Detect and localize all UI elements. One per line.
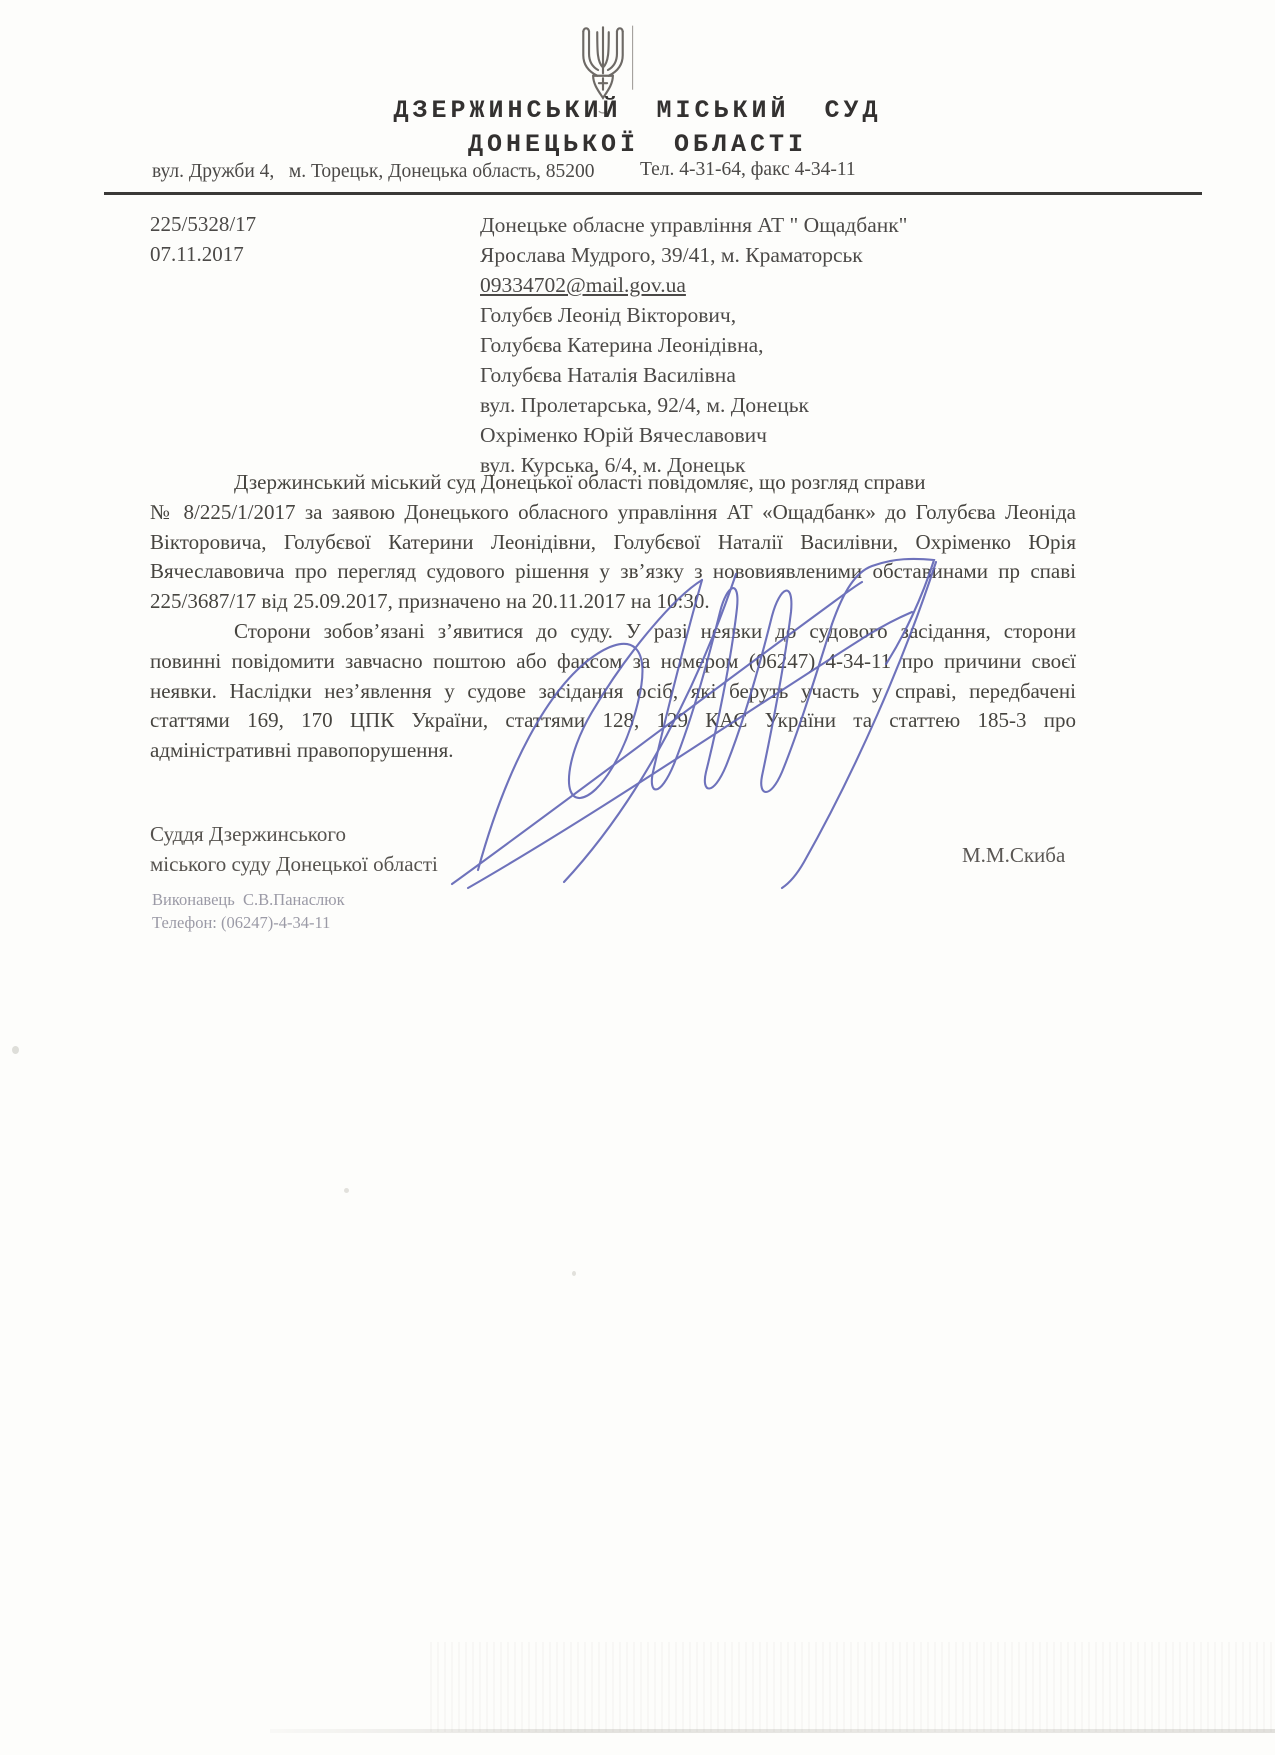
body-line: адміністративні правопорушення. <box>150 738 454 763</box>
body-line: Вікторовича, Голубєвої Катерини Леонідівни, Голубєвої Наталії Василівни, Охріменко Юрія <box>150 529 1076 554</box>
court-name-line2: ДОНЕЦЬКОЇ ОБЛАСТІ <box>467 130 808 159</box>
recipient-line: Донецьке обласне управління АТ " Ощадбанк" <box>480 213 908 237</box>
recipient-line: вул. Курська, 6/4, м. Донецьк <box>480 453 746 477</box>
letter-body <box>150 468 1076 766</box>
scan-speck <box>12 1046 19 1054</box>
court-address: вул. Дружби 4, м. Торецьк, Донецька область, 85200 <box>152 161 595 182</box>
judge-title-line1: Суддя Дзержинського <box>150 822 347 846</box>
scan-speck <box>572 1271 576 1276</box>
recipients-block <box>480 210 907 480</box>
body-line: № 8/225/1/2017 за заявою Донецького обласного управління АТ «Ощадбанк» до Голубєва Леоніда <box>150 499 1076 524</box>
scan-edge-line <box>270 1729 1275 1733</box>
recipient-line: вул. Пролетарська, 92/4, м. Донецьк <box>480 393 809 417</box>
recipient-line: Голубєва Наталія Василівна <box>480 363 736 387</box>
header-divider <box>104 192 1202 195</box>
body-line: неявки. Наслідки нез’явлення у судове засідання осіб, які беруть участь у справі, передбачені <box>150 678 1076 703</box>
judge-title-line2: міського суду Донецької області <box>150 852 438 876</box>
body-line: повинні повідомити завчасно поштою або факсом за номером (06247) 4-34-11 про причини своєї <box>150 648 1076 673</box>
body-line: Сторони зобов’язані з’явитися до суду. У разі неявки до судового засідання, сторони <box>234 618 1076 643</box>
court-name-line1: ДЗЕРЖИНСЬКИЙ МІСЬКИЙ СУД <box>393 96 882 125</box>
body-line: Дзержинський міський суд Донецької області повідомляє, що розгляд справи <box>234 470 926 494</box>
body-line: Вячеславовича про перегляд судового рішення у зв’язку з нововиявленими обставинами пр спаві <box>150 559 1076 584</box>
recipient-email: 09334702@mail.gov.ua <box>480 273 686 297</box>
recipient-line: Голубєва Катерина Леонідівна, <box>480 333 764 357</box>
scan-noise <box>430 1642 1275 1732</box>
recipient-line: Голубєв Леонід Вікторович, <box>480 303 737 327</box>
executor-phone: Телефон: (06247)-4-34-11 <box>152 913 331 932</box>
letter-date: 07.11.2017 <box>150 242 244 266</box>
body-line: 225/3687/17 від 25.09.2017, призначено на 20.11.2017 на 10:30. <box>150 589 710 614</box>
recipient-line: Охріменко Юрій Вячеславович <box>480 423 767 447</box>
judge-name: М.М.Скиба <box>962 843 1066 867</box>
case-reference-number: 225/5328/17 <box>150 212 257 236</box>
body-line: статтями 169, 170 ЦПК України, статтями 128, 129 КАС України та статтею 185-3 про <box>150 708 1076 733</box>
executor-name: Виконавець С.В.Панаслюк <box>152 890 345 909</box>
scan-speck <box>344 1188 349 1193</box>
court-phone: Тел. 4-31-64, факс 4-34-11 <box>640 159 856 180</box>
recipient-line: Ярослава Мудрого, 39/41, м. Краматорськ <box>480 243 863 267</box>
